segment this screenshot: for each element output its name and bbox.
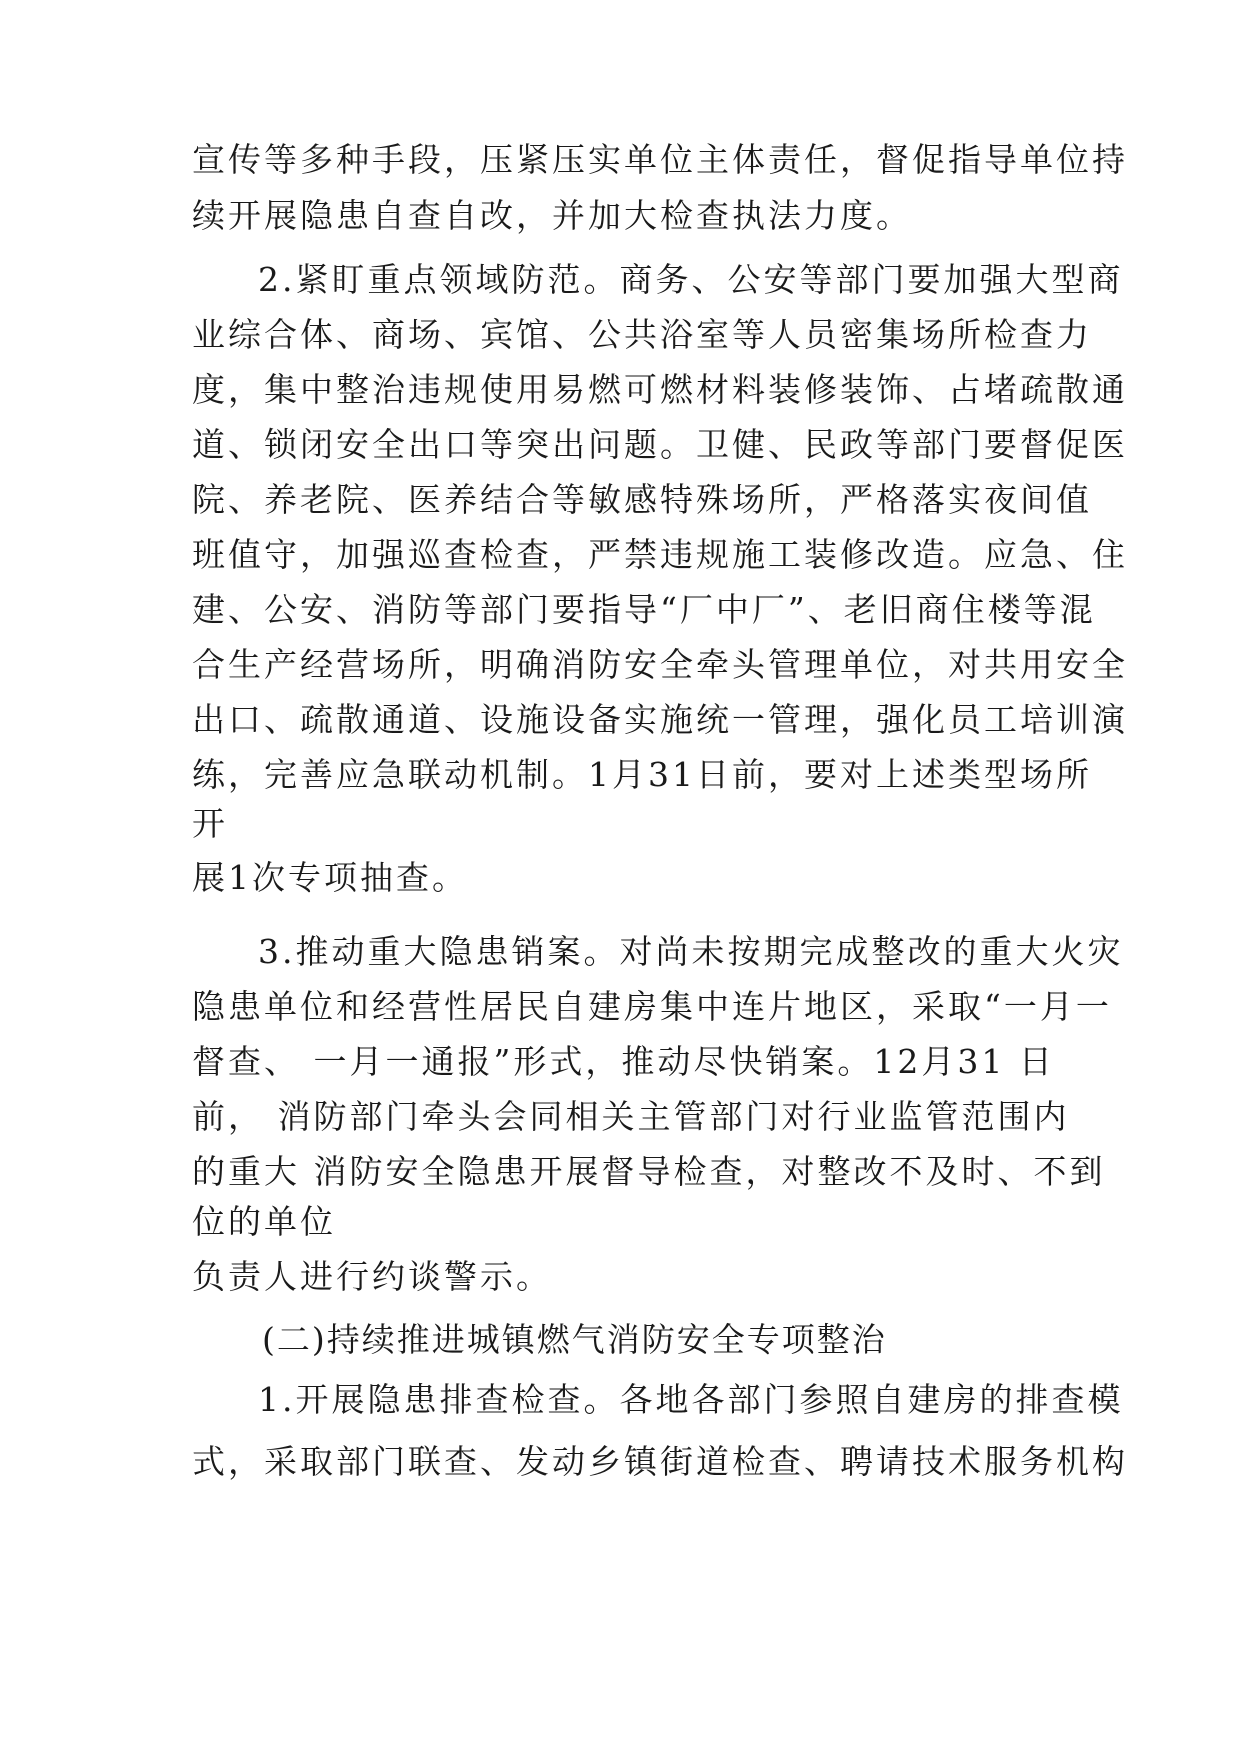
paragraph-line: 1.开展隐患排查检查。各地各部门参照自建房的排查模 <box>258 1380 1124 1419</box>
paragraph-line: 督查、 一月一通报”形式，推动尽快销案。12月31 日 <box>192 1042 1055 1081</box>
paragraph-line: 班值守，加强巡查检查，严禁违规施工装修改造。应急、住 <box>192 535 1128 574</box>
paragraph-line: 练，完善应急联动机制。1月31日前，要对上述类型场所 <box>192 755 1092 794</box>
paragraph-line: 的重大 消防安全隐患开展督导检查，对整改不及时、不到 <box>192 1152 1106 1191</box>
paragraph-line: 业综合体、商场、宾馆、公共浴室等人员密集场所检查力 <box>192 315 1092 354</box>
section-heading: (二)持续推进城镇燃气消防安全专项整治 <box>262 1320 887 1359</box>
paragraph-line: 院、养老院、医养结合等敏感特殊场所，严格落实夜间值 <box>192 480 1092 519</box>
paragraph-line: 续开展隐患自查自改，并加大检查执法力度。 <box>192 196 912 235</box>
paragraph-line: 2.紧盯重点领域防范。商务、公安等部门要加强大型商 <box>258 260 1124 299</box>
paragraph-line: 前， 消防部门牵头会同相关主管部门对行业监管范围内 <box>192 1097 1070 1136</box>
paragraph-line: 位的单位 <box>192 1202 336 1241</box>
paragraph-line: 度，集中整治违规使用易燃可燃材料装修装饰、占堵疏散通 <box>192 370 1128 409</box>
paragraph-line: 宣传等多种手段，压紧压实单位主体责任，督促指导单位持 <box>192 140 1128 179</box>
paragraph-line: 3.推动重大隐患销案。对尚未按期完成整改的重大火灾 <box>258 932 1124 971</box>
paragraph-line: 出口、疏散通道、设施设备实施统一管理，强化员工培训演 <box>192 700 1128 739</box>
paragraph-line: 合生产经营场所，明确消防安全牵头管理单位，对共用安全 <box>192 645 1128 684</box>
paragraph-line: 建、公安、消防等部门要指导“厂中厂”、老旧商住楼等混 <box>192 590 1096 629</box>
paragraph-line: 负责人进行约谈警示。 <box>192 1257 552 1296</box>
paragraph-line: 道、锁闭安全出口等突出问题。卫健、民政等部门要督促医 <box>192 425 1128 464</box>
paragraph-line: 开 <box>192 804 228 843</box>
paragraph-line: 展1次专项抽查。 <box>192 858 468 897</box>
paragraph-line: 隐患单位和经营性居民自建房集中连片地区，采取“一月一 <box>192 987 1112 1026</box>
paragraph-line: 式，采取部门联查、发动乡镇街道检查、聘请技术服务机构 <box>192 1442 1128 1481</box>
